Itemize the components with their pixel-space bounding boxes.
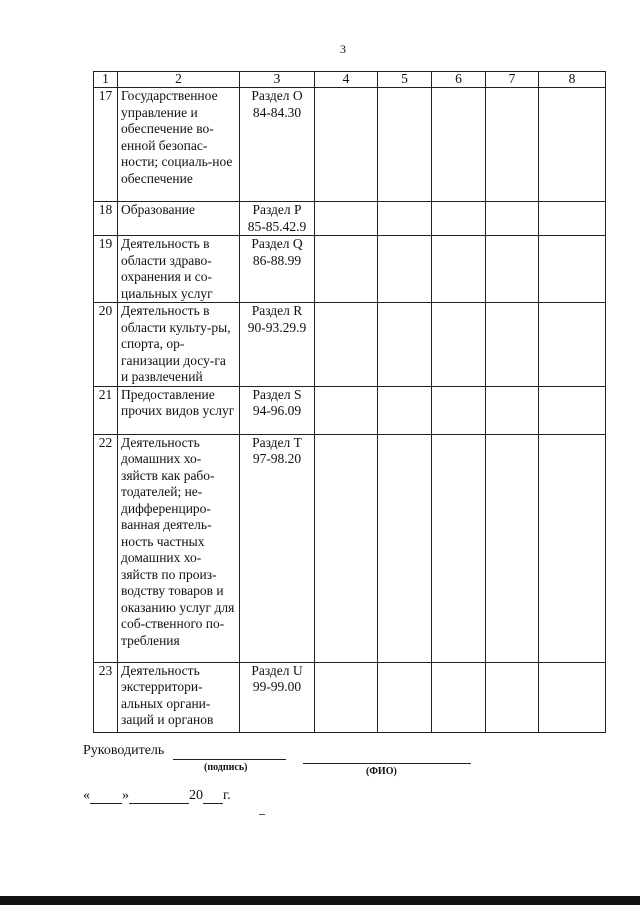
activity-name: Деятельность в области здраво-охранения и со-циальных услуг [118, 236, 240, 303]
section-code: Раздел Т 97-98.20 [240, 434, 315, 662]
table-row [94, 236, 606, 303]
section-code: Раздел R 90-93.29.9 [240, 303, 315, 387]
empty-cell [315, 662, 378, 732]
empty-cell [539, 434, 606, 662]
empty-cell [539, 202, 606, 236]
table-row [94, 88, 606, 202]
signature-line [173, 743, 286, 760]
row-number: 19 [94, 236, 118, 303]
empty-cell [315, 386, 378, 434]
empty-cell [378, 236, 432, 303]
column-header: 5 [378, 72, 432, 88]
section-code: Раздел S 94-96.09 [240, 386, 315, 434]
section-code: Раздел U 99-99.00 [240, 662, 315, 732]
empty-cell [315, 202, 378, 236]
activity-name: Предоставление прочих видов услуг [118, 386, 240, 434]
fio-caption: (ФИО) [366, 766, 397, 777]
empty-cell [432, 662, 486, 732]
empty-cell [315, 434, 378, 662]
date-day-blank [90, 789, 122, 804]
empty-cell [432, 434, 486, 662]
section-code: Раздел Р 85-85.42.9 [240, 202, 315, 236]
column-header: 1 [94, 72, 118, 88]
row-number: 21 [94, 386, 118, 434]
empty-cell [432, 202, 486, 236]
data-table [93, 71, 606, 733]
table-row [94, 202, 606, 236]
page-number: 3 [340, 42, 346, 56]
activity-name: Деятельность экстерритори-альных органи-заций и органов [118, 662, 240, 732]
empty-cell [432, 386, 486, 434]
activity-name: Деятельность в области культу-ры, спорта, ор-ганизации досу-га и развлечений [118, 303, 240, 387]
row-number: 22 [94, 434, 118, 662]
scan-bottom-edge [0, 896, 640, 905]
table-row [94, 434, 606, 662]
empty-cell [486, 303, 539, 387]
column-header: 4 [315, 72, 378, 88]
empty-cell [539, 386, 606, 434]
empty-cell [486, 434, 539, 662]
empty-cell [539, 88, 606, 202]
table-row [94, 662, 606, 732]
empty-cell [315, 236, 378, 303]
column-header: 7 [486, 72, 539, 88]
date-year-prefix: 20 [189, 788, 203, 803]
table-header-row [94, 72, 606, 88]
stray-mark [259, 814, 265, 815]
section-code: Раздел О 84-84.30 [240, 88, 315, 202]
date-year-blank [203, 789, 223, 804]
column-header: 2 [118, 72, 240, 88]
date-month-blank [129, 789, 189, 804]
empty-cell [486, 662, 539, 732]
column-header: 8 [539, 72, 606, 88]
date-open-quote: « [83, 788, 90, 803]
empty-cell [486, 202, 539, 236]
empty-cell [486, 236, 539, 303]
signature-caption: (подпись) [204, 762, 248, 773]
empty-cell [486, 386, 539, 434]
row-number: 17 [94, 88, 118, 202]
empty-cell [539, 236, 606, 303]
head-label: Руководитель [83, 743, 165, 758]
empty-cell [539, 662, 606, 732]
date-line [83, 788, 231, 804]
empty-cell [539, 303, 606, 387]
activity-name: Образование [118, 202, 240, 236]
empty-cell [378, 303, 432, 387]
empty-cell [432, 303, 486, 387]
empty-cell [378, 202, 432, 236]
row-number: 23 [94, 662, 118, 732]
empty-cell [315, 88, 378, 202]
date-close-quote: » [122, 788, 129, 803]
activity-name: Деятельность домашних хо-зяйств как рабо-тодателей; не-дифференциро-ванная деятель-ность частных домашних хо-зяйств по произ-водству товаров и оказанию услуг для соб-ственного по-требления [118, 434, 240, 662]
row-number: 18 [94, 202, 118, 236]
empty-cell [378, 434, 432, 662]
date-year-suffix: г. [223, 788, 231, 803]
empty-cell [378, 386, 432, 434]
table-row [94, 386, 606, 434]
empty-cell [432, 236, 486, 303]
row-number: 20 [94, 303, 118, 387]
column-header: 3 [240, 72, 315, 88]
empty-cell [486, 88, 539, 202]
empty-cell [378, 662, 432, 732]
fio-line [303, 747, 471, 764]
empty-cell [315, 303, 378, 387]
section-code: Раздел Q 86-88.99 [240, 236, 315, 303]
empty-cell [378, 88, 432, 202]
table-row [94, 303, 606, 387]
activity-name: Государственное управление и обеспечение во-енной безопас-ности; социаль-ное обеспечение [118, 88, 240, 202]
column-header: 6 [432, 72, 486, 88]
empty-cell [432, 88, 486, 202]
